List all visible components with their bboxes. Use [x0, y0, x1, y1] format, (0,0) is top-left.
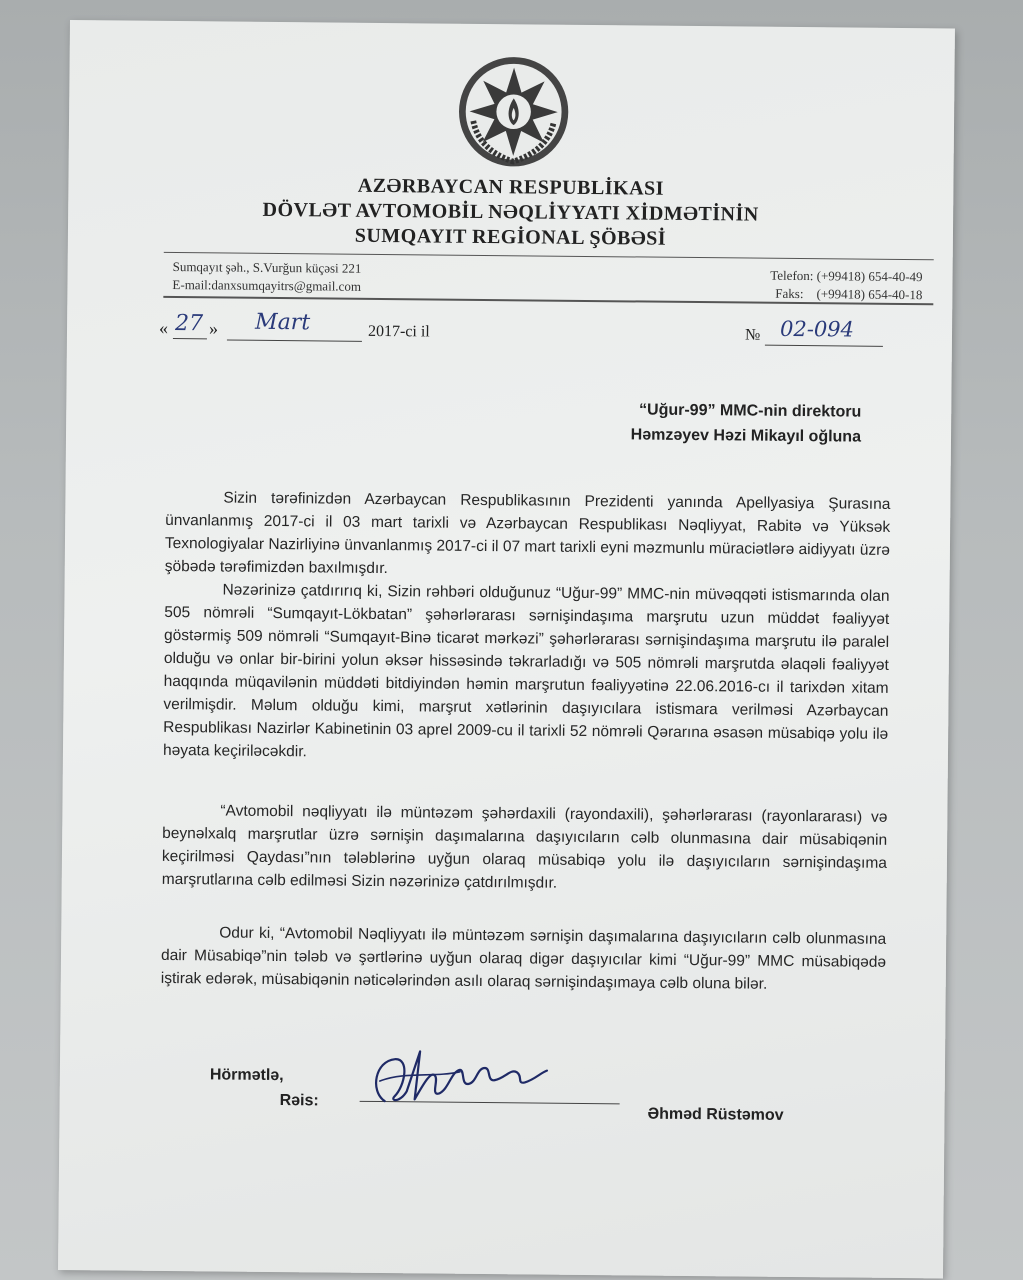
email-text: E-mail:danxsumqayitrs@gmail.com — [172, 276, 362, 294]
date-month-underline — [227, 340, 362, 342]
body-paragraph-4: Odur ki, “Avtomobil Nəqliyyatı ilə müntəzəm sərnişin daşımalarına daşıyıcıların cəlb olunmasına dair Müsabiqə”nin tələb və şərtlərinə uyğun olaraq digər daşıyıcılar kimi “Uğur-99” MMC müsabiqədə iştirak edərək, müsabiqənin nəticələrindən asılı olaraq sərnişindaşımaya cəlb oluna bilər. — [160, 924, 887, 993]
doc-number-underline — [765, 345, 883, 347]
date-open-quote: « — [158, 317, 169, 338]
doc-number-label: № — [744, 326, 761, 344]
closing-regards: Hörmətlə, — [209, 1066, 284, 1085]
body-paragraph-2: Nəzərinizə çatdırırıq ki, Sizin rəhbəri olduğunuz “Uğur-99” MMC-nin müvəqqəti istismarında olan 505 nömrəli “Sumqayıt-Lökbatan” şəhərlərarası sərnişindaşıma marşrutu uzun müddət fəaliyyət göstərmiş 509 nömrəli “Sumqayıt-Binə ticarət mərkəzi” şəhərlərarası sərnişindaşıma marşrutu ilə paralel olduğu və onlar bir-birini yolun əksər hissəsində təkrarladığı və 505 nömrəli marşrutda əlaqəli fəaliyyət haqqında müqavilənin müddəti bitdiyindən həmin marşrutun fəaliyyətinə 22.06.2016-cı il tarixdən xitam verilmişdir. Məlum olduğu kimi, marşrut xətlərinin daşıyıcılara istismara verilməsi Azərbaycan Respublikası Nazirlər Kabinetinin 03 aprel 2009-cu il tarixli 52 nömrəli Qərarına əsasən müsabiqə yolu ilə həyata keçiriləcəkdir. — [162, 581, 890, 761]
date-day: 27 — [174, 311, 204, 337]
body-paragraph-3: “Avtomobil nəqliyyatı ilə müntəzəm şəhərdaxili (rayondaxili), şəhərlərarası (rayonlararası) və beynəlxalq marşrutlar üzrə sərnişin daşımalarına daşıyıcıların cəlb olunmasına dair müsabiqənin keçirilməsi Qaydası”nın tələblərinə uyğun olaraq müsabiqə yolu ilə daşıyıcıların sərnişindaşıma marşrutlarına cəlb edilməsi Sizin nəzərinizə çatdırılmışdır. — [161, 802, 888, 892]
recipient-name: Həmzəyev Həzi Mikayıl oğluna — [630, 426, 862, 446]
header-agency: DÖVLƏT AVTOMOBİL NƏQLİYYATI XİDMƏTİNİN — [262, 198, 759, 226]
doc-number: 02-094 — [779, 316, 855, 342]
date-year: 2017-ci il — [367, 322, 430, 341]
header-country: AZƏRBAYCAN RESPUBLİKASI — [357, 174, 665, 200]
address-text: Sumqayıt şəh., S.Vurğun küçəsi 221 — [172, 258, 362, 276]
closing-position: Rəis: — [279, 1092, 319, 1110]
date-month: Mart — [254, 309, 311, 336]
letter-page — [58, 20, 955, 1278]
signatory-name: Əhməd Rüstəmov — [647, 1105, 784, 1124]
header-branch: SUMQAYIT REGİONAL ŞÖBƏSİ — [354, 224, 667, 250]
recipient-title: “Uğur-99” MMC-nin direktoru — [638, 401, 862, 421]
date-day-underline — [173, 338, 207, 339]
body-paragraph-1: Sizin tərəfinizdən Azərbaycan Respublikasının Prezidenti yanında Apellyasiya Şurasına ünvanlanmış 2017-ci il 03 mart tarixli və Azərbaycan Respublikası Nəqliyyat, Rabitə və Yüksək Texnologiyalar Nazirliyinə ünvanlanmış 2017-ci il 07 mart tarixli eyni məzmunlu müraciətlərə aidiyyatı üzrə şöbədə tərəfimizdən baxılmışdır. — [164, 489, 891, 578]
date-close-quote: » — [208, 318, 219, 339]
phone-text: Telefon: (+99418) 654-40-49 — [770, 267, 923, 285]
handwritten-signature — [365, 1041, 566, 1113]
fax-text: Faks: (+99418) 654-40-18 — [775, 285, 923, 303]
coat-of-arms-emblem — [456, 54, 572, 170]
